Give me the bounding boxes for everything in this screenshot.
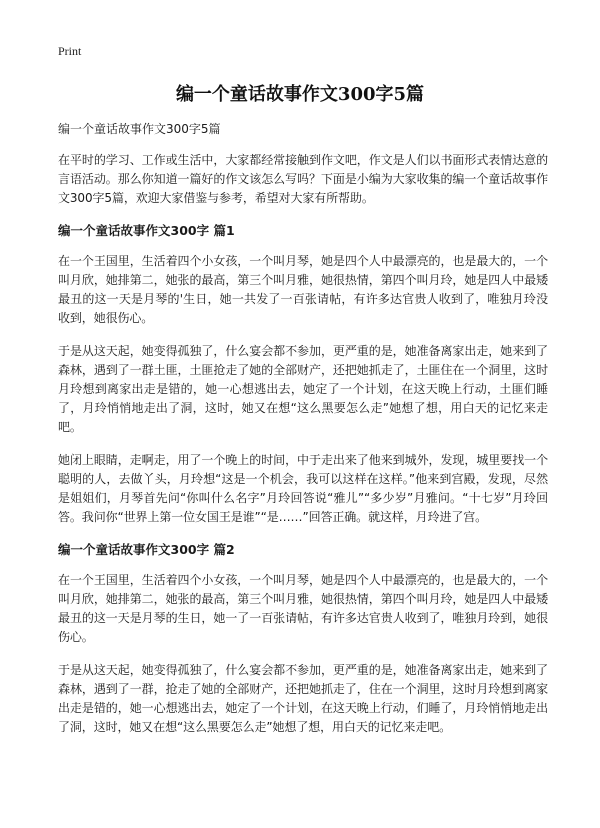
section-1-paragraph-3: 她闭上眼睛，走啊走，用了一个晚上的时间，中于走出来了他来到城外，发现，城里要找一个聪明的人，去做丫头，月玲想“这是一个机会，我可以这样在这样。”他来到宫殿，发现，尽然是姐姐们，月琴首先问“你叫什么名字”月玲回答说“雅儿”“多少岁”月雅问。“十七岁”月玲回答。我问你“世界上第一位女国王是谁”“是……”回答正确。就这样，月玲进了宫。	[58, 453, 548, 524]
print-link[interactable]: Print	[58, 44, 82, 58]
intro-paragraph: 在平时的学习、工作或生活中，大家都经常接触到作文吧，作文是人们以书面形式表情达意的言语活动。那么你知道一篇好的作文该怎么写吗？下面是小编为大家收集的编一个童话故事作文300字5篇，欢迎大家借鉴与参考，希望对大家有所帮助。	[58, 153, 548, 205]
article-body	[58, 120, 548, 751]
section-2-paragraph-1: 在一个王国里，生活着四个小女孩，一个叫月琴，她是四个人中最漂亮的，也是最大的，一个叫月欣，她排第二，她张的最高，第三个叫月雅，她很热情，第四个叫月玲，她是四人中最矮最丑的这一天是月琴的生日，她一了一百张请帖，有许多达官贵人收到了，唯独月玲到，她很伤心。	[58, 573, 548, 644]
page-title: 编一个童话故事作文300字5篇	[175, 84, 425, 105]
section-1-paragraph-1: 在一个王国里，生活着四个小女孩，一个叫月琴，她是四个人中最漂亮的，也是最大的，一个叫月欣，她排第二，她张的最高，第三个叫月雅，她很热情，第四个叫月玲，她是四人中最矮最丑的这一天是月琴的'生日，她一共发了一百张请帖，有许多达官贵人收到了，唯独月玲没收到，她很伤心。	[58, 254, 548, 325]
section-1-paragraph-2: 于是从这天起，她变得孤独了，什么宴会都不参加，更严重的是，她准备离家出走，她来到了森林，遇到了一群土匪，土匪抢走了她的全部财产，还把她抓走了，土匪住在一个洞里，这时月玲想到离家出走是错的，她一心想逃出去，她定了一个计划，在这天晚上行动，土匪们睡了，月玲悄悄地走出了洞，这时，她又在想“这么黑要怎么走”她想了想，用白天的记忆来走吧。	[58, 344, 548, 434]
section-heading-2: 编一个童话故事作文300字 篇2	[58, 542, 235, 557]
section-2-paragraph-2: 于是从这天起，她变得孤独了，什么宴会都不参加，更严重的是，她准备离家出走，她来到了森林，遇到了一群，抢走了她的全部财产，还把她抓走了，住在一个洞里，这时月玲想到离家出走是错的，她一心想逃出去，她定了一个计划，在这天晚上行动，们睡了，月玲悄悄地走出了洞，这时，她又在想“这么黑要怎么走”她想了想，用白天的记忆来走吧。	[58, 663, 548, 734]
section-heading-1: 编一个童话故事作文300字 篇1	[58, 223, 235, 238]
article-subtitle: 编一个童话故事作文300字5篇	[58, 122, 221, 136]
